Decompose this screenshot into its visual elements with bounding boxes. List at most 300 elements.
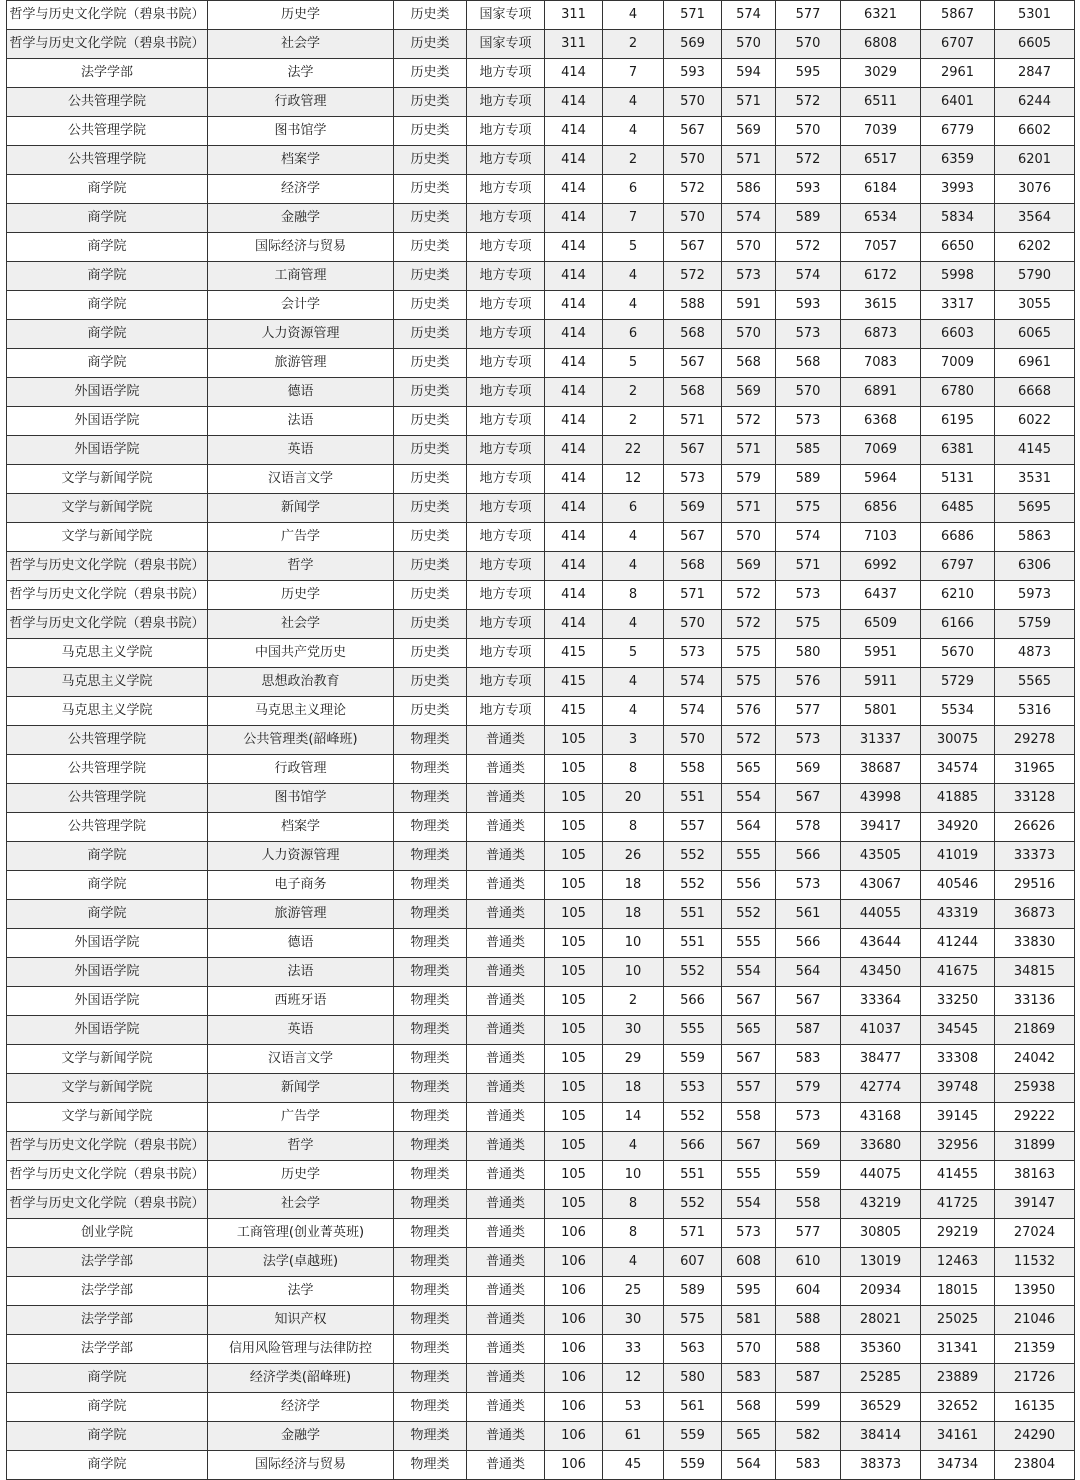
max-score-cell: 559 (776, 1161, 841, 1190)
max-score-cell: 610 (776, 1248, 841, 1277)
min-rank-cell: 33680 (841, 1132, 921, 1161)
enrollment-count-cell: 6 (603, 494, 664, 523)
min-rank-cell: 6992 (841, 552, 921, 581)
min-score-cell: 567 (664, 436, 722, 465)
major-cell: 档案学 (208, 146, 394, 175)
college-cell: 文学与新闻学院 (7, 1045, 208, 1074)
max-score-cell: 582 (776, 1422, 841, 1451)
max-score-cell: 577 (776, 1, 841, 30)
max-rank-cell: 5790 (995, 262, 1075, 291)
min-rank-cell: 36529 (841, 1393, 921, 1422)
avg-rank-cell: 6381 (921, 436, 995, 465)
table-row (7, 88, 1075, 117)
min-rank-cell: 44055 (841, 900, 921, 929)
group-code-cell: 105 (545, 726, 603, 755)
enrollment-count-cell: 12 (603, 1364, 664, 1393)
group-code-cell: 414 (545, 117, 603, 146)
max-rank-cell: 33830 (995, 929, 1075, 958)
avg-rank-cell: 6210 (921, 581, 995, 610)
max-score-cell: 569 (776, 755, 841, 784)
admission-type-cell: 普通类 (467, 1074, 545, 1103)
major-cell: 行政管理 (208, 755, 394, 784)
avg-rank-cell: 33250 (921, 987, 995, 1016)
group-code-cell: 414 (545, 494, 603, 523)
group-code-cell: 106 (545, 1248, 603, 1277)
min-rank-cell: 5964 (841, 465, 921, 494)
avg-score-cell: 554 (722, 784, 776, 813)
min-score-cell: 568 (664, 378, 722, 407)
admission-type-cell: 地方专项 (467, 465, 545, 494)
subject-category-cell: 历史类 (394, 407, 467, 436)
major-cell: 德语 (208, 378, 394, 407)
min-score-cell: 593 (664, 59, 722, 88)
group-code-cell: 105 (545, 987, 603, 1016)
min-rank-cell: 30805 (841, 1219, 921, 1248)
enrollment-count-cell: 61 (603, 1422, 664, 1451)
college-cell: 哲学与历史文化学院（碧泉书院） (7, 552, 208, 581)
min-score-cell: 574 (664, 668, 722, 697)
avg-rank-cell: 6485 (921, 494, 995, 523)
max-rank-cell: 3564 (995, 204, 1075, 233)
subject-category-cell: 物理类 (394, 1248, 467, 1277)
max-rank-cell: 6202 (995, 233, 1075, 262)
subject-category-cell: 历史类 (394, 59, 467, 88)
subject-category-cell: 历史类 (394, 494, 467, 523)
min-score-cell: 561 (664, 1393, 722, 1422)
table-row (7, 262, 1075, 291)
enrollment-count-cell: 2 (603, 146, 664, 175)
group-code-cell: 311 (545, 30, 603, 59)
enrollment-count-cell: 4 (603, 117, 664, 146)
subject-category-cell: 物理类 (394, 1045, 467, 1074)
table-row (7, 523, 1075, 552)
avg-rank-cell: 32652 (921, 1393, 995, 1422)
min-score-cell: 568 (664, 320, 722, 349)
max-score-cell: 587 (776, 1364, 841, 1393)
major-cell: 法语 (208, 407, 394, 436)
max-score-cell: 570 (776, 117, 841, 146)
max-rank-cell: 25938 (995, 1074, 1075, 1103)
min-score-cell: 567 (664, 349, 722, 378)
group-code-cell: 414 (545, 552, 603, 581)
avg-rank-cell: 5998 (921, 262, 995, 291)
major-cell: 广告学 (208, 523, 394, 552)
college-cell: 哲学与历史文化学院（碧泉书院） (7, 1132, 208, 1161)
max-rank-cell: 36873 (995, 900, 1075, 929)
avg-rank-cell: 5534 (921, 697, 995, 726)
enrollment-count-cell: 8 (603, 581, 664, 610)
avg-score-cell: 570 (722, 233, 776, 262)
major-cell: 工商管理(创业菁英班) (208, 1219, 394, 1248)
min-score-cell: 574 (664, 697, 722, 726)
max-rank-cell: 27024 (995, 1219, 1075, 1248)
subject-category-cell: 历史类 (394, 30, 467, 59)
admission-type-cell: 地方专项 (467, 697, 545, 726)
avg-rank-cell: 6686 (921, 523, 995, 552)
avg-rank-cell: 6650 (921, 233, 995, 262)
avg-rank-cell: 6603 (921, 320, 995, 349)
admission-type-cell: 地方专项 (467, 349, 545, 378)
major-cell: 国际经济与贸易 (208, 1451, 394, 1480)
group-code-cell: 415 (545, 639, 603, 668)
enrollment-count-cell: 18 (603, 871, 664, 900)
avg-score-cell: 595 (722, 1277, 776, 1306)
college-cell: 法学学部 (7, 1306, 208, 1335)
avg-score-cell: 569 (722, 552, 776, 581)
avg-rank-cell: 6401 (921, 88, 995, 117)
enrollment-count-cell: 8 (603, 1219, 664, 1248)
table-row (7, 1451, 1075, 1480)
group-code-cell: 414 (545, 378, 603, 407)
college-cell: 法学学部 (7, 59, 208, 88)
max-score-cell: 599 (776, 1393, 841, 1422)
college-cell: 商学院 (7, 349, 208, 378)
avg-score-cell: 568 (722, 349, 776, 378)
min-rank-cell: 6856 (841, 494, 921, 523)
max-score-cell: 574 (776, 523, 841, 552)
min-score-cell: 566 (664, 1132, 722, 1161)
min-score-cell: 580 (664, 1364, 722, 1393)
avg-score-cell: 572 (722, 581, 776, 610)
enrollment-count-cell: 6 (603, 175, 664, 204)
college-cell: 哲学与历史文化学院（碧泉书院） (7, 581, 208, 610)
college-cell: 文学与新闻学院 (7, 523, 208, 552)
admission-type-cell: 地方专项 (467, 639, 545, 668)
admission-type-cell: 地方专项 (467, 494, 545, 523)
college-cell: 商学院 (7, 262, 208, 291)
min-rank-cell: 6437 (841, 581, 921, 610)
group-code-cell: 414 (545, 175, 603, 204)
subject-category-cell: 历史类 (394, 581, 467, 610)
major-cell: 人力资源管理 (208, 842, 394, 871)
max-score-cell: 561 (776, 900, 841, 929)
enrollment-count-cell: 4 (603, 1, 664, 30)
table-row (7, 581, 1075, 610)
major-cell: 历史学 (208, 1161, 394, 1190)
college-cell: 商学院 (7, 871, 208, 900)
major-cell: 广告学 (208, 1103, 394, 1132)
min-rank-cell: 7069 (841, 436, 921, 465)
avg-score-cell: 564 (722, 1451, 776, 1480)
group-code-cell: 105 (545, 871, 603, 900)
admission-type-cell: 普通类 (467, 1132, 545, 1161)
admission-type-cell: 普通类 (467, 1016, 545, 1045)
admission-type-cell: 普通类 (467, 784, 545, 813)
college-cell: 法学学部 (7, 1277, 208, 1306)
enrollment-count-cell: 14 (603, 1103, 664, 1132)
group-code-cell: 415 (545, 697, 603, 726)
avg-rank-cell: 32956 (921, 1132, 995, 1161)
subject-category-cell: 历史类 (394, 697, 467, 726)
major-cell: 人力资源管理 (208, 320, 394, 349)
max-score-cell: 593 (776, 175, 841, 204)
group-code-cell: 105 (545, 813, 603, 842)
avg-score-cell: 572 (722, 610, 776, 639)
enrollment-count-cell: 2 (603, 987, 664, 1016)
min-rank-cell: 43168 (841, 1103, 921, 1132)
college-cell: 外国语学院 (7, 1016, 208, 1045)
max-rank-cell: 6605 (995, 30, 1075, 59)
max-rank-cell: 26626 (995, 813, 1075, 842)
admission-type-cell: 地方专项 (467, 117, 545, 146)
major-cell: 德语 (208, 929, 394, 958)
min-rank-cell: 43219 (841, 1190, 921, 1219)
college-cell: 公共管理学院 (7, 117, 208, 146)
avg-rank-cell: 25025 (921, 1306, 995, 1335)
table-row (7, 871, 1075, 900)
avg-score-cell: 575 (722, 668, 776, 697)
avg-score-cell: 568 (722, 1393, 776, 1422)
min-rank-cell: 43998 (841, 784, 921, 813)
min-score-cell: 552 (664, 1103, 722, 1132)
group-code-cell: 414 (545, 465, 603, 494)
max-rank-cell: 13950 (995, 1277, 1075, 1306)
subject-category-cell: 历史类 (394, 117, 467, 146)
min-rank-cell: 6808 (841, 30, 921, 59)
min-score-cell: 589 (664, 1277, 722, 1306)
major-cell: 金融学 (208, 1422, 394, 1451)
enrollment-count-cell: 10 (603, 929, 664, 958)
table-body (7, 1, 1075, 1480)
min-rank-cell: 3615 (841, 291, 921, 320)
min-score-cell: 567 (664, 117, 722, 146)
major-cell: 电子商务 (208, 871, 394, 900)
enrollment-count-cell: 10 (603, 958, 664, 987)
group-code-cell: 105 (545, 1190, 603, 1219)
min-rank-cell: 33364 (841, 987, 921, 1016)
group-code-cell: 414 (545, 204, 603, 233)
table-row (7, 59, 1075, 88)
avg-rank-cell: 2961 (921, 59, 995, 88)
college-cell: 文学与新闻学院 (7, 1103, 208, 1132)
avg-score-cell: 565 (722, 755, 776, 784)
avg-score-cell: 574 (722, 204, 776, 233)
avg-score-cell: 570 (722, 320, 776, 349)
max-score-cell: 568 (776, 349, 841, 378)
avg-rank-cell: 5729 (921, 668, 995, 697)
avg-rank-cell: 31341 (921, 1335, 995, 1364)
enrollment-count-cell: 20 (603, 784, 664, 813)
group-code-cell: 105 (545, 1132, 603, 1161)
enrollment-count-cell: 5 (603, 233, 664, 262)
avg-rank-cell: 41244 (921, 929, 995, 958)
max-rank-cell: 5301 (995, 1, 1075, 30)
avg-score-cell: 552 (722, 900, 776, 929)
min-rank-cell: 6321 (841, 1, 921, 30)
avg-score-cell: 571 (722, 88, 776, 117)
subject-category-cell: 历史类 (394, 291, 467, 320)
college-cell: 商学院 (7, 900, 208, 929)
enrollment-count-cell: 18 (603, 1074, 664, 1103)
avg-rank-cell: 34161 (921, 1422, 995, 1451)
subject-category-cell: 历史类 (394, 233, 467, 262)
min-rank-cell: 38477 (841, 1045, 921, 1074)
table-row (7, 1277, 1075, 1306)
group-code-cell: 105 (545, 1016, 603, 1045)
max-rank-cell: 23804 (995, 1451, 1075, 1480)
max-rank-cell: 33136 (995, 987, 1075, 1016)
max-score-cell: 574 (776, 262, 841, 291)
max-score-cell: 570 (776, 378, 841, 407)
max-rank-cell: 2847 (995, 59, 1075, 88)
min-score-cell: 573 (664, 639, 722, 668)
avg-score-cell: 555 (722, 842, 776, 871)
major-cell: 西班牙语 (208, 987, 394, 1016)
enrollment-count-cell: 2 (603, 407, 664, 436)
avg-score-cell: 573 (722, 1219, 776, 1248)
table-row (7, 378, 1075, 407)
min-score-cell: 559 (664, 1045, 722, 1074)
min-rank-cell: 6873 (841, 320, 921, 349)
enrollment-count-cell: 5 (603, 639, 664, 668)
max-rank-cell: 16135 (995, 1393, 1075, 1422)
enrollment-count-cell: 7 (603, 204, 664, 233)
college-cell: 外国语学院 (7, 929, 208, 958)
min-rank-cell: 6509 (841, 610, 921, 639)
enrollment-count-cell: 18 (603, 900, 664, 929)
admission-type-cell: 普通类 (467, 755, 545, 784)
admission-type-cell: 普通类 (467, 871, 545, 900)
college-cell: 文学与新闻学院 (7, 465, 208, 494)
avg-score-cell: 591 (722, 291, 776, 320)
enrollment-count-cell: 30 (603, 1016, 664, 1045)
college-cell: 商学院 (7, 1364, 208, 1393)
avg-rank-cell: 41725 (921, 1190, 995, 1219)
college-cell: 创业学院 (7, 1219, 208, 1248)
min-rank-cell: 7103 (841, 523, 921, 552)
subject-category-cell: 历史类 (394, 175, 467, 204)
admission-type-cell: 地方专项 (467, 552, 545, 581)
max-score-cell: 577 (776, 697, 841, 726)
avg-score-cell: 571 (722, 494, 776, 523)
min-rank-cell: 43644 (841, 929, 921, 958)
subject-category-cell: 历史类 (394, 1, 467, 30)
table-row (7, 929, 1075, 958)
max-score-cell: 571 (776, 552, 841, 581)
subject-category-cell: 物理类 (394, 726, 467, 755)
avg-rank-cell: 6797 (921, 552, 995, 581)
admission-type-cell: 普通类 (467, 987, 545, 1016)
avg-rank-cell: 33308 (921, 1045, 995, 1074)
subject-category-cell: 历史类 (394, 523, 467, 552)
avg-rank-cell: 34734 (921, 1451, 995, 1480)
max-rank-cell: 6306 (995, 552, 1075, 581)
table-row (7, 1393, 1075, 1422)
max-score-cell: 567 (776, 987, 841, 1016)
group-code-cell: 105 (545, 842, 603, 871)
subject-category-cell: 物理类 (394, 871, 467, 900)
avg-score-cell: 570 (722, 30, 776, 59)
max-rank-cell: 29278 (995, 726, 1075, 755)
enrollment-count-cell: 26 (603, 842, 664, 871)
max-rank-cell: 21869 (995, 1016, 1075, 1045)
subject-category-cell: 物理类 (394, 1451, 467, 1480)
table-row (7, 175, 1075, 204)
college-cell: 马克思主义学院 (7, 668, 208, 697)
college-cell: 外国语学院 (7, 958, 208, 987)
college-cell: 商学院 (7, 842, 208, 871)
group-code-cell: 105 (545, 1161, 603, 1190)
max-score-cell: 595 (776, 59, 841, 88)
admission-type-cell: 普通类 (467, 842, 545, 871)
max-rank-cell: 6201 (995, 146, 1075, 175)
subject-category-cell: 历史类 (394, 552, 467, 581)
group-code-cell: 106 (545, 1277, 603, 1306)
max-rank-cell: 6668 (995, 378, 1075, 407)
major-cell: 旅游管理 (208, 349, 394, 378)
max-rank-cell: 5973 (995, 581, 1075, 610)
table-row (7, 1190, 1075, 1219)
max-rank-cell: 39147 (995, 1190, 1075, 1219)
min-score-cell: 559 (664, 1451, 722, 1480)
admission-type-cell: 普通类 (467, 1422, 545, 1451)
min-score-cell: 563 (664, 1335, 722, 1364)
avg-score-cell: 567 (722, 1045, 776, 1074)
enrollment-count-cell: 29 (603, 1045, 664, 1074)
max-rank-cell: 33128 (995, 784, 1075, 813)
college-cell: 外国语学院 (7, 378, 208, 407)
admission-type-cell: 地方专项 (467, 378, 545, 407)
avg-rank-cell: 5834 (921, 204, 995, 233)
min-rank-cell: 42774 (841, 1074, 921, 1103)
max-rank-cell: 24042 (995, 1045, 1075, 1074)
min-score-cell: 571 (664, 581, 722, 610)
max-score-cell: 576 (776, 668, 841, 697)
major-cell: 会计学 (208, 291, 394, 320)
max-rank-cell: 33373 (995, 842, 1075, 871)
max-rank-cell: 4873 (995, 639, 1075, 668)
admission-type-cell: 地方专项 (467, 262, 545, 291)
enrollment-count-cell: 53 (603, 1393, 664, 1422)
avg-rank-cell: 3993 (921, 175, 995, 204)
max-rank-cell: 3531 (995, 465, 1075, 494)
avg-score-cell: 565 (722, 1422, 776, 1451)
enrollment-count-cell: 3 (603, 726, 664, 755)
avg-score-cell: 572 (722, 726, 776, 755)
admission-type-cell: 地方专项 (467, 146, 545, 175)
max-score-cell: 588 (776, 1306, 841, 1335)
avg-score-cell: 567 (722, 987, 776, 1016)
min-score-cell: 570 (664, 610, 722, 639)
major-cell: 图书馆学 (208, 784, 394, 813)
max-score-cell: 578 (776, 813, 841, 842)
min-score-cell: 570 (664, 88, 722, 117)
admission-type-cell: 普通类 (467, 900, 545, 929)
min-rank-cell: 7039 (841, 117, 921, 146)
table-row (7, 813, 1075, 842)
major-cell: 汉语言文学 (208, 1045, 394, 1074)
table-row (7, 1335, 1075, 1364)
avg-score-cell: 574 (722, 1, 776, 30)
admission-type-cell: 普通类 (467, 1364, 545, 1393)
college-cell: 商学院 (7, 175, 208, 204)
min-rank-cell: 38373 (841, 1451, 921, 1480)
max-score-cell: 588 (776, 1335, 841, 1364)
subject-category-cell: 物理类 (394, 987, 467, 1016)
avg-rank-cell: 41455 (921, 1161, 995, 1190)
table-row (7, 1422, 1075, 1451)
group-code-cell: 414 (545, 349, 603, 378)
enrollment-count-cell: 8 (603, 1190, 664, 1219)
avg-rank-cell: 41019 (921, 842, 995, 871)
max-rank-cell: 5695 (995, 494, 1075, 523)
major-cell: 马克思主义理论 (208, 697, 394, 726)
subject-category-cell: 历史类 (394, 668, 467, 697)
table-row (7, 407, 1075, 436)
min-score-cell: 552 (664, 871, 722, 900)
subject-category-cell: 物理类 (394, 958, 467, 987)
max-rank-cell: 21726 (995, 1364, 1075, 1393)
